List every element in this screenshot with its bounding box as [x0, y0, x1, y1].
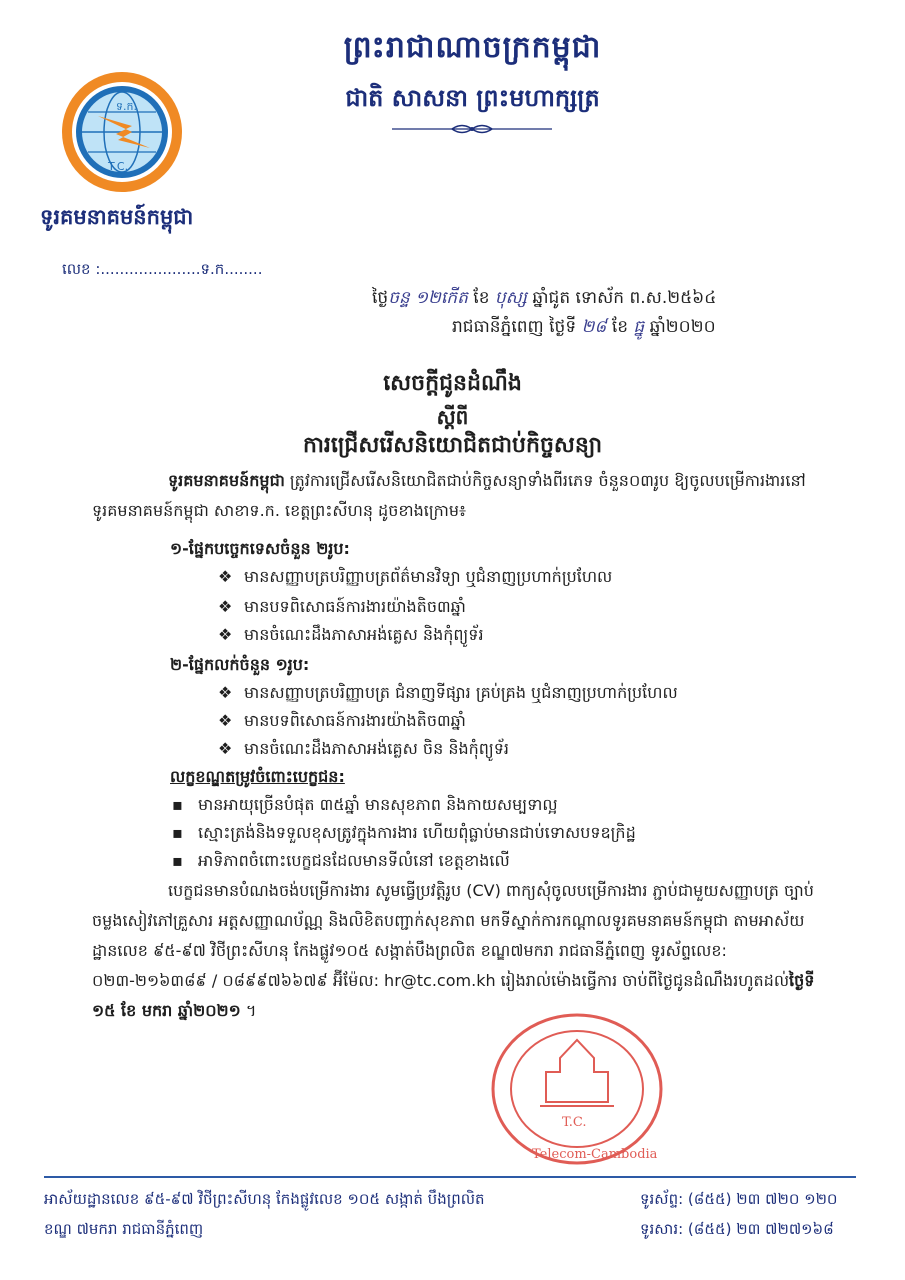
intro-org-bold: ទូរគមនាគមន៍កម្ពុជា	[168, 471, 285, 490]
ornament-divider	[392, 122, 552, 136]
requirements-heading: លក្ខខណ្ឌតម្រូវចំពោះបេក្ខជន:	[170, 767, 345, 786]
lunar-day-handwritten: ចន្ទ ១២កើត	[388, 288, 468, 308]
lunar-month-handwritten: បុស្ស	[494, 288, 527, 308]
list-item: ❖ មានសញ្ញាបត្របរិញ្ញាបត្រ ជំនាញទីផ្សារ គ្រប់គ្រង ឬជំនាញប្រហាក់ប្រហែល	[218, 683, 678, 702]
diamond-bullet-icon: ❖	[218, 739, 233, 758]
diamond-bullet-icon: ❖	[218, 711, 233, 730]
notice-subject: ការជ្រើសរើសនិយោជិតជាប់កិច្ចសន្យា	[302, 433, 603, 458]
notice-about: ស្តីពី	[436, 405, 469, 429]
intro-text: ត្រូវការជ្រើសរើសនិយោជិតជាប់កិច្ចសន្យាទាំងពីរភេទ ចំនួន០៣រូប ឱ្យចូលបម្រើការងារនៅទូរគមនាគមន៍កម្ពុជា សាខាទ.ក. ខេត្តព្រះសីហនុ ដូចខាងក្រោម៖	[92, 471, 806, 520]
footer-address-line1: អាស័យដ្ឋានលេខ ៩៥-៩៧ វិថីព្រះសីហនុ កែងផ្លូវលេខ ១០៥ សង្កាត់ បឹងព្រលិត	[44, 1190, 485, 1208]
closing-deadline: ថ្ងៃទី ១៥ ខែ មករា ឆ្នាំ២០២១	[92, 971, 815, 1020]
section-sales-heading: ២-ផ្នែកលក់ចំនួន ១រូប:	[170, 655, 310, 674]
solar-day-handwritten: ២៨	[581, 317, 607, 337]
list-item: ❖ មានសញ្ញាបត្របរិញ្ញាបត្រព័ត៌មានវិទ្យា ឬជំនាញប្រហាក់ប្រហែល	[218, 567, 613, 586]
footer-rule	[44, 1176, 856, 1178]
square-bullet-icon: ▪	[172, 795, 183, 814]
list-item: ❖ មានបទពិសោធន៍ការងារយ៉ាងតិច៣ឆ្នាំ	[218, 597, 466, 616]
lunar-month-label: ខែ	[473, 288, 490, 308]
list-item: ▪ ស្មោះត្រង់និងទទួលខុសត្រូវក្នុងការងារ ហើយពុំធ្លាប់មានជាប់ទោសបទឧក្រិដ្ឋ	[172, 823, 636, 842]
list-item: ❖ មានចំណេះដឹងភាសាអង់គ្លេស និងកុំព្យូទ័រ	[218, 625, 484, 644]
footer-address-line2: ខណ្ឌ ៧មករា រាជធានីភ្នំពេញ	[44, 1220, 204, 1238]
organization-name: ទូរគមនាគមន៍កម្ពុជា	[40, 205, 194, 229]
lunar-date-line	[372, 287, 716, 312]
footer-fax: ទូរសារ: (៨៥៥) ២៣ ៧២៧១៦៨	[640, 1220, 834, 1238]
solar-year: ឆ្នាំ២០២០	[649, 317, 716, 337]
diamond-bullet-icon: ❖	[218, 567, 233, 586]
lunar-suffix: ឆ្នាំជូត ទោស័ក ព.ស.២៥៦៤	[532, 288, 717, 308]
stamp-text: Telecom-Cambodia	[532, 1147, 658, 1162]
notice-title: សេចក្តីជូនដំណឹង	[383, 371, 522, 396]
square-bullet-icon: ▪	[172, 851, 183, 870]
reference-number: លេខ :.....................ទ.ក........	[62, 260, 263, 278]
stamp-inner-text: T.C.	[562, 1115, 587, 1130]
list-item: ❖ មានបទពិសោធន៍ការងារយ៉ាងតិច៣ឆ្នាំ	[218, 711, 466, 730]
solar-month-label: ខែ	[611, 317, 629, 337]
solar-month-handwritten: ធ្នូ	[633, 317, 645, 337]
closing-paragraph	[92, 876, 822, 1026]
solar-prefix: រាជធានីភ្នំពេញ ថ្ងៃទី	[452, 317, 577, 337]
kingdom-heading: ព្រះរាជាណាចក្រកម្ពុជា	[343, 30, 602, 65]
national-motto: ជាតិ សាសនា ព្រះមហាក្សត្រ	[345, 84, 600, 112]
logo-text-bottom: T.C.	[108, 160, 129, 173]
diamond-bullet-icon: ❖	[218, 683, 233, 702]
intro-paragraph	[92, 466, 822, 526]
closing-end: ។	[240, 1001, 257, 1020]
diamond-bullet-icon: ❖	[218, 597, 233, 616]
section-technical-heading: ១-ផ្នែកបច្ចេកទេសចំនួន ២រូប:	[170, 539, 350, 558]
footer-phone: ទូរស័ព្ទ: (៨៥៥) ២៣ ៧២០ ១២០	[640, 1190, 838, 1208]
closing-text: បេក្ខជនមានបំណងចង់បម្រើការងារ សូមធ្វើប្រវត្តិរូប (CV) ពាក្យសុំចូលបម្រើការងារ ភ្ជាប់ជាមួយសញ្ញាបត្រ ច្បាប់ចម្លងសៀវភៅគ្រួសារ អត្តសញ្ញាណប័ណ្ណ និងលិខិតបញ្ជាក់សុខភាព មកទីស្នាក់ការកណ្តាលទូរគមនាគមន៍កម្ពុជា តាមអាស័យដ្ឋានលេខ ៩៥-៩៧ វិថីព្រះសីហនុ កែងផ្លូវ១០៥ សង្កាត់បឹងព្រលិត ខណ្ឌ៧មករា រាជធានីភ្នំពេញ ទូរស័ព្ទលេខ: ០២៣-២១៦៣៨៩ / ០៨៩៩៧៦៦៧៩ អ៊ីម៉ែល: hr@tc.com.kh រៀងរាល់ម៉ោងធ្វើការ ចាប់ពីថ្ងៃជូនដំណឹងរហូតដល់	[92, 881, 814, 990]
telecom-cambodia-logo	[58, 68, 186, 196]
list-item: ▪ អាទិភាពចំពោះបេក្ខជនដែលមានទីលំនៅ ខេត្តខាងលើ	[172, 851, 510, 870]
logo-text-top: ទ.ក.	[116, 100, 137, 113]
official-seal-stamp	[488, 1010, 666, 1168]
solar-date-line	[452, 316, 716, 341]
square-bullet-icon: ▪	[172, 823, 183, 842]
list-item: ❖ មានចំណេះដឹងភាសាអង់គ្លេស ចិន និងកុំព្យូទ័រ	[218, 739, 509, 758]
diamond-bullet-icon: ❖	[218, 625, 233, 644]
list-item: ▪ មានអាយុច្រើនបំផុត ៣៥ឆ្នាំ មានសុខភាព និងកាយសម្បទាល្អ	[172, 795, 558, 814]
lunar-prefix: ថ្ងៃ	[372, 288, 389, 308]
